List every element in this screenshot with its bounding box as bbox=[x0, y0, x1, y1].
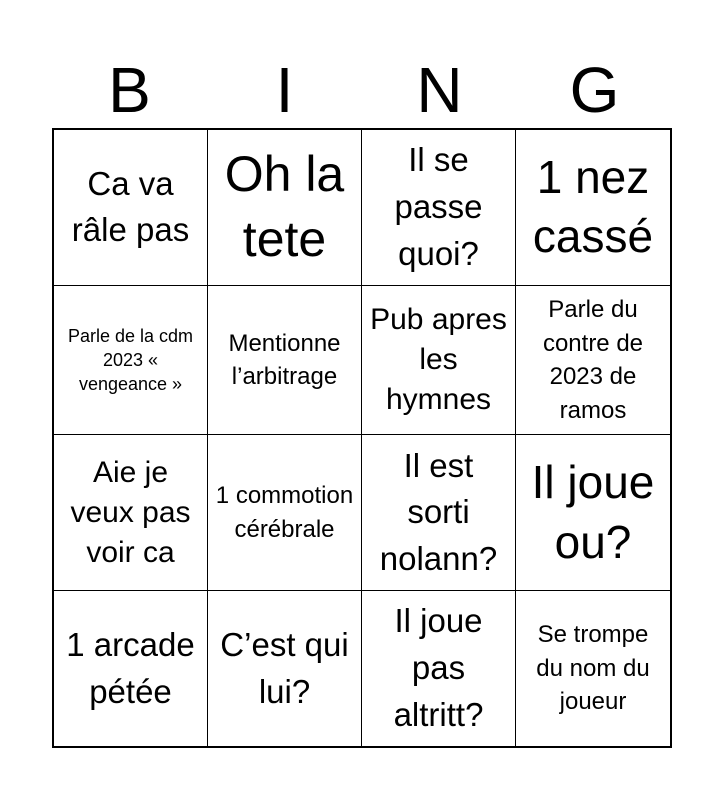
header-letter-g: G bbox=[569, 54, 620, 126]
bingo-cell-text: 1 arcade pétée bbox=[66, 625, 195, 710]
bingo-cell-text: Il joue pas altritt? bbox=[393, 602, 484, 734]
bingo-cell[interactable] bbox=[54, 591, 208, 746]
bingo-cell-text: Aie je veux pas voir ca bbox=[70, 455, 191, 569]
bingo-cell[interactable] bbox=[362, 591, 516, 746]
header-letter-i: I bbox=[275, 54, 294, 126]
header-letter-b: B bbox=[108, 54, 151, 126]
bingo-cell-text: Mentionne l’arbitrage bbox=[228, 329, 341, 391]
bingo-cell[interactable] bbox=[362, 435, 516, 591]
bingo-cell-text: Il joue ou? bbox=[531, 455, 655, 568]
bingo-cell-text: Ca va râle pas bbox=[71, 164, 190, 249]
bingo-cell[interactable] bbox=[208, 435, 362, 591]
bingo-cell[interactable] bbox=[54, 435, 208, 591]
bingo-cell[interactable] bbox=[54, 286, 208, 436]
bingo-cell[interactable] bbox=[362, 130, 516, 286]
bingo-cell[interactable] bbox=[208, 591, 362, 746]
bingo-cell-text: Il est sorti nolann? bbox=[379, 446, 498, 578]
bingo-header bbox=[52, 52, 672, 128]
bingo-cell-text: Parle de la cdm 2023 « vengeance » bbox=[67, 325, 194, 395]
bingo-cell[interactable] bbox=[516, 435, 670, 591]
bingo-cell[interactable] bbox=[516, 591, 670, 746]
bingo-cell[interactable] bbox=[54, 130, 208, 286]
bingo-board bbox=[52, 128, 672, 748]
bingo-cell-text: Il se passe quoi? bbox=[394, 141, 483, 272]
header-letter-n: N bbox=[416, 54, 463, 126]
bingo-cell-text: Se trompe du nom du joueur bbox=[536, 621, 650, 716]
bingo-cell[interactable] bbox=[208, 286, 362, 436]
bingo-cell[interactable] bbox=[516, 130, 670, 286]
bingo-cell-text: 1 commotion cérébrale bbox=[215, 482, 354, 543]
bingo-cell-text: C’est qui lui? bbox=[220, 625, 349, 710]
bingo-cell[interactable] bbox=[362, 286, 516, 436]
bingo-cell-text: Pub apres les hymnes bbox=[370, 303, 507, 417]
bingo-cell-text: 1 nez cassé bbox=[532, 150, 654, 263]
bingo-cell[interactable] bbox=[516, 286, 670, 436]
bingo-cell[interactable] bbox=[208, 130, 362, 286]
bingo-cell-text: Parle du contre de 2023 de ramos bbox=[542, 295, 644, 424]
bingo-cell-text: Oh la tete bbox=[224, 146, 345, 268]
